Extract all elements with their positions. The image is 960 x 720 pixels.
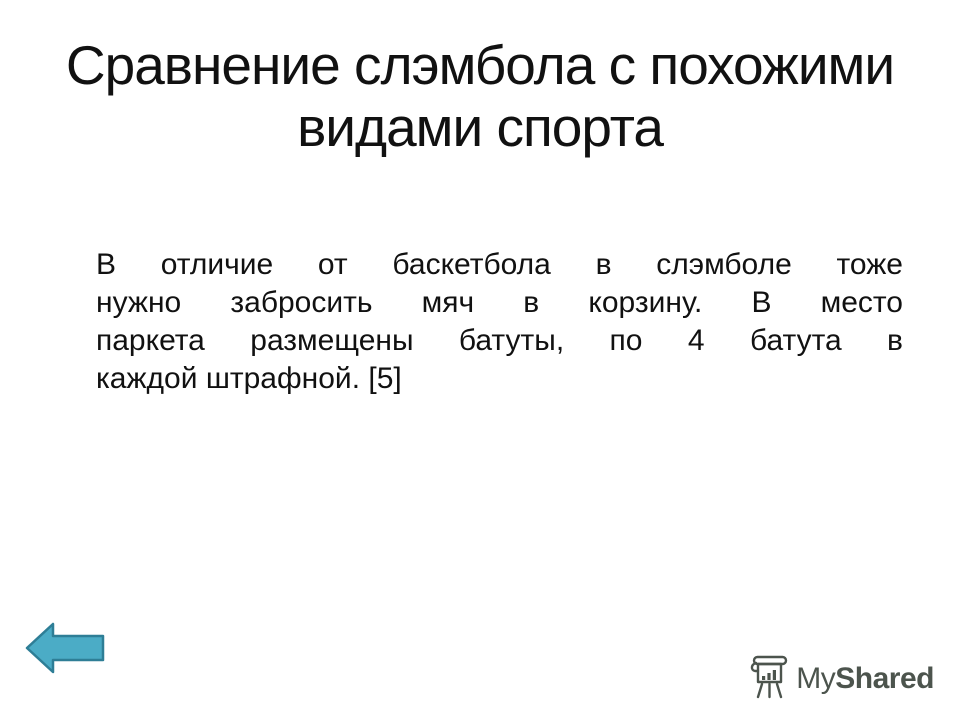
flipchart-chart-icon (749, 654, 789, 704)
body-text-line: нужно забросить мяч в корзину. В место (96, 286, 903, 319)
myshared-logo-text (796, 662, 934, 696)
myshared-logo[interactable] (749, 654, 934, 704)
body-text-line: каждой штрафной. [5] (96, 362, 402, 395)
back-arrow-button[interactable] (25, 622, 105, 676)
body-text-line: В отличие от баскетбола в слэмболе тоже (96, 248, 903, 281)
logo-text-shared: Shared (835, 662, 934, 695)
logo-text-my: My (796, 662, 836, 695)
left-arrow-shape (27, 624, 103, 672)
slide-title-line: видами спорта (297, 96, 663, 158)
left-arrow-icon (25, 622, 105, 676)
slide-title (0, 34, 960, 158)
body-text-line: паркета размещены батуты, по 4 батута в (96, 324, 903, 357)
slide-body-text (96, 246, 903, 398)
slide-title-line: Сравнение слэмбола с похожими (65, 34, 895, 96)
